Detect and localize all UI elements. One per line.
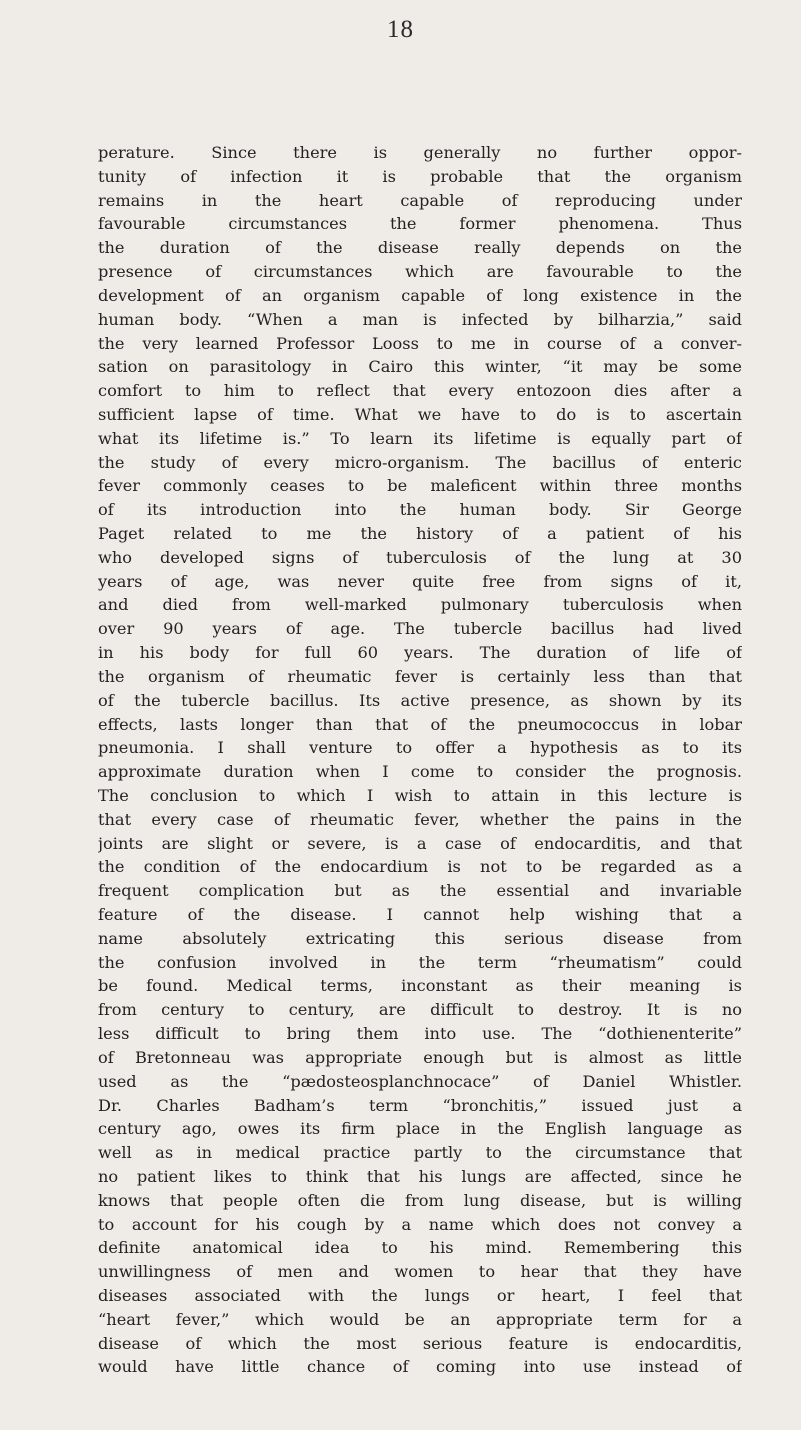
text-line: perature. Since there is generally no further oppor- <box>98 143 742 162</box>
text-line: the organism of rheumatic fever is certainly less than that <box>98 666 742 686</box>
text-line: the very learned Professor Looss to me in course of a conver- <box>98 333 742 353</box>
body-text <box>98 141 742 1379</box>
text-line: be found. Medical terms, inconstant as their meaning is <box>98 976 742 996</box>
text-line: comfort to him to reflect that every entozoon dies after a <box>98 381 742 401</box>
text-line: knows that people often die from lung disease, but is willing <box>98 1190 742 1210</box>
text-line: the duration of the disease really depends on the <box>98 238 742 258</box>
text-line: the condition of the endocardium is not to be regarded as a <box>98 857 742 877</box>
text-line: sufficient lapse of time. What we have to do is to ascertain <box>98 404 742 424</box>
text-line: over 90 years of age. The tubercle bacillus had lived <box>98 619 742 639</box>
text-line: that every case of rheumatic fever, whether the pains in the <box>98 809 742 829</box>
text-line: disease of which the most serious feature is endocarditis, <box>98 1333 742 1353</box>
text-line: of the tubercle bacillus. Its active presence, as shown by its <box>98 690 742 710</box>
text-line: The conclusion to which I wish to attain in this lecture is <box>98 785 742 805</box>
text-line: the study of every micro-organism. The bacillus of enteric <box>98 452 742 472</box>
text-line: to account for his cough by a name which does not convey a <box>98 1214 742 1234</box>
text-line: would have little chance of coming into use instead of <box>98 1357 742 1377</box>
text-line: no patient likes to think that his lungs are affected, since he <box>98 1166 742 1186</box>
text-line: years of age, was never quite free from signs of it, <box>98 571 742 591</box>
text-line: fever commonly ceases to be maleficent within three months <box>98 476 742 496</box>
text-line: name absolutely extricating this serious disease from <box>98 928 742 948</box>
text-line: in his body for full 60 years. The duration of life of <box>98 643 742 663</box>
text-line: “heart fever,” which would be an appropriate term for a <box>98 1309 742 1329</box>
text-line: who developed signs of tuberculosis of the lung at 30 <box>98 547 742 567</box>
text-line: Dr. Charles Badham’s term “bronchitis,” issued just a <box>98 1095 742 1115</box>
text-line: human body. “When a man is infected by bilharzia,” said <box>98 309 742 329</box>
text-line: feature of the disease. I cannot help wishing that a <box>98 905 742 924</box>
text-line: diseases associated with the lungs or heart, I feel that <box>98 1286 742 1305</box>
text-line: joints are slight or severe, is a case of endocarditis, and that <box>98 833 742 853</box>
text-line: pneumonia. I shall venture to offer a hypothesis as to its <box>98 738 742 758</box>
text-line: remains in the heart capable of reproducing under <box>98 190 742 210</box>
text-line: used as the “pædosteosplanchnocace” of Daniel Whistler. <box>98 1071 742 1091</box>
page-number: 18 <box>387 16 414 43</box>
text-line: century ago, owes its firm place in the English language as <box>98 1119 742 1139</box>
text-line: Paget related to me the history of a patient of his <box>98 524 742 543</box>
text-line: presence of circumstances which are favourable to the <box>98 262 742 282</box>
text-line: tunity of infection it is probable that the organism <box>98 166 742 186</box>
text-line: sation on parasitology in Cairo this winter, “it may be some <box>98 357 742 377</box>
text-line: effects, lasts longer than that of the pneumococcus in lobar <box>98 714 742 734</box>
text-line: less difficult to bring them into use. The “dothienenterite” <box>98 1024 742 1044</box>
text-line: definite anatomical idea to his mind. Remembering this <box>98 1238 742 1258</box>
text-line: favourable circumstances the former phenomena. Thus <box>98 214 742 234</box>
text-line: what its lifetime is.” To learn its lifetime is equally part of <box>98 428 742 448</box>
text-line: of its introduction into the human body. Sir George <box>98 500 742 520</box>
text-line: development of an organism capable of long existence in the <box>98 285 742 305</box>
text-line: of Bretonneau was appropriate enough but is almost as little <box>98 1047 742 1067</box>
text-line: frequent complication but as the essential and invariable <box>98 881 742 901</box>
text-line: unwillingness of men and women to hear that they have <box>98 1262 742 1282</box>
text-line: approximate duration when I come to consider the prognosis. <box>98 762 742 782</box>
text-line: from century to century, are difficult to destroy. It is no <box>98 1000 742 1020</box>
text-line: well as in medical practice partly to the circumstance that <box>98 1143 742 1163</box>
text-line: the confusion involved in the term “rheumatism” could <box>98 952 742 972</box>
text-line: and died from well-marked pulmonary tuberculosis when <box>98 595 742 615</box>
